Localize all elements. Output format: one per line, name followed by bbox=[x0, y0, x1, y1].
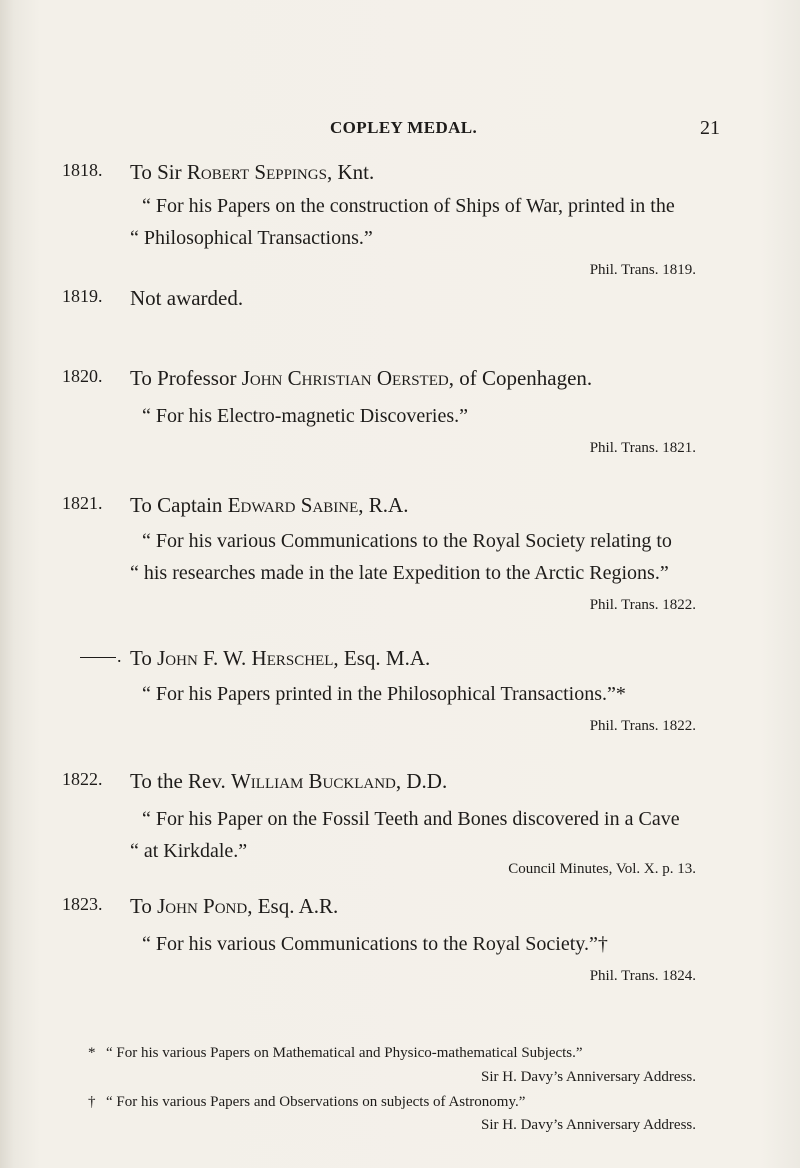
citation-line: “ his researches made in the late Expedition to the Arctic Regions.” bbox=[130, 562, 669, 584]
footnote-quote: “ For his various Papers on Mathematical and Physico-mathematical Subjects.” bbox=[106, 1045, 583, 1061]
recipient-name: John Christian Oersted bbox=[241, 366, 449, 390]
recipient-name: Edward Sabine bbox=[227, 493, 359, 517]
not-awarded-note: Not awarded. bbox=[130, 286, 244, 310]
ditto-dash bbox=[80, 657, 116, 658]
entry-year: 1822. bbox=[62, 769, 103, 789]
entry-source: Phil. Trans. 1822. bbox=[589, 597, 696, 613]
page-header bbox=[0, 118, 800, 142]
entry-source: Phil. Trans. 1822. bbox=[589, 718, 696, 734]
citation-line: “ For his Papers printed in the Philosophical Transactions.”* bbox=[142, 683, 626, 705]
entry-year: 1818. bbox=[62, 160, 103, 180]
entry-recipient bbox=[130, 646, 430, 671]
recipient-prefix: To bbox=[130, 646, 158, 670]
recipient-suffix: , Knt. bbox=[326, 160, 375, 184]
footnote-text bbox=[88, 1094, 525, 1111]
entry-recipient bbox=[130, 769, 447, 794]
entry-year: 1823. bbox=[62, 894, 103, 914]
running-title: COPLEY MEDAL. bbox=[330, 118, 478, 137]
recipient-prefix: To Sir bbox=[130, 160, 187, 184]
footnote-attribution: Sir H. Davy’s Anniversary Address. bbox=[481, 1117, 696, 1133]
recipient-prefix: To bbox=[130, 894, 158, 918]
citation-line: “ at Kirkdale.” bbox=[130, 840, 248, 862]
citation-line: “ For his various Communications to the Royal Society relating to bbox=[142, 530, 672, 552]
citation-line: “ For his Papers on the construction of Ships of War, printed in the bbox=[142, 195, 675, 217]
citation-line: “ Philosophical Transactions.” bbox=[130, 227, 373, 249]
recipient-name: John F. W. Herschel bbox=[157, 646, 334, 670]
recipient-name: John Pond bbox=[157, 894, 248, 918]
recipient-name: Robert Seppings bbox=[186, 160, 327, 184]
entry-source: Phil. Trans. 1824. bbox=[589, 968, 696, 984]
entry-recipient bbox=[130, 366, 592, 391]
footnote-attribution: Sir H. Davy’s Anniversary Address. bbox=[481, 1069, 696, 1085]
recipient-suffix: , R.A. bbox=[358, 493, 409, 517]
citation-line: “ For his Paper on the Fossil Teeth and Bones discovered in a Cave bbox=[142, 808, 680, 830]
entry-year bbox=[80, 646, 122, 667]
recipient-prefix: To Professor bbox=[130, 366, 242, 390]
footnote-mark: † bbox=[88, 1094, 96, 1110]
entry-year: 1821. bbox=[62, 493, 103, 513]
entry-year: 1819. bbox=[62, 286, 103, 306]
recipient-prefix: To Captain bbox=[130, 493, 228, 517]
footnote-quote: “ For his various Papers and Observations on subjects of Astronomy.” bbox=[106, 1094, 526, 1110]
recipient-name: William Buckland bbox=[230, 769, 396, 793]
entry-citation bbox=[130, 678, 626, 710]
recipient-suffix: , of Copenhagen. bbox=[448, 366, 593, 390]
entry-citation bbox=[130, 400, 468, 432]
entry-recipient bbox=[130, 160, 374, 185]
recipient-prefix: To the Rev. bbox=[130, 769, 231, 793]
page-number: 21 bbox=[700, 117, 720, 139]
entry-citation bbox=[130, 928, 608, 960]
recipient-suffix: , Esq. M.A. bbox=[333, 646, 431, 670]
entry-source: Council Minutes, Vol. X. p. 13. bbox=[508, 861, 696, 877]
citation-line: “ For his various Communications to the Royal Society.”† bbox=[142, 933, 608, 955]
citation-line: “ For his Electro-magnetic Discoveries.” bbox=[142, 405, 468, 427]
footnote-text bbox=[88, 1045, 583, 1062]
entry-citation bbox=[130, 190, 675, 254]
entry-citation bbox=[130, 525, 672, 589]
entry-recipient bbox=[130, 493, 408, 518]
entry-source: Phil. Trans. 1819. bbox=[589, 262, 696, 278]
footnote-mark: * bbox=[88, 1045, 96, 1061]
entry-recipient bbox=[130, 894, 338, 919]
recipient-suffix: , Esq. A.R. bbox=[247, 894, 339, 918]
entry-source: Phil. Trans. 1821. bbox=[589, 440, 696, 456]
ditto-period: . bbox=[117, 646, 122, 666]
entry-year: 1820. bbox=[62, 366, 103, 386]
entry-citation bbox=[130, 803, 680, 867]
recipient-suffix: , D.D. bbox=[395, 769, 448, 793]
